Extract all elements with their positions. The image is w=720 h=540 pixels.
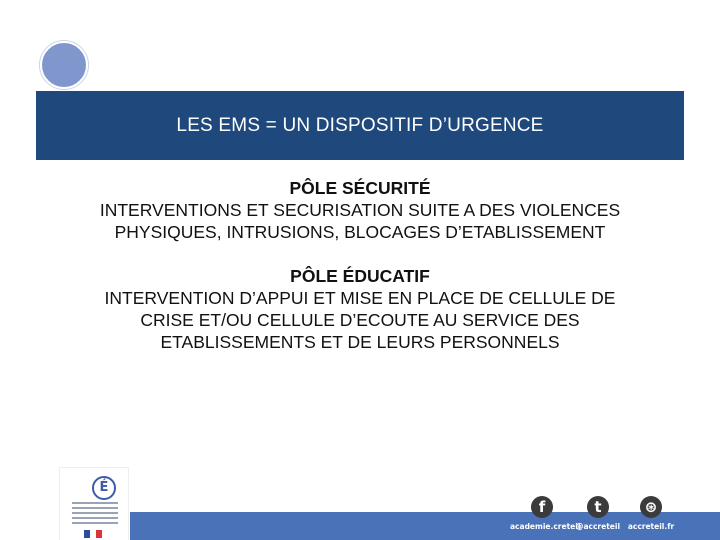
social-label: academie.creteil	[510, 522, 581, 531]
twitter-icon: t	[587, 496, 609, 518]
section-securite	[30, 177, 690, 243]
social-facebook[interactable]	[510, 496, 581, 531]
section-educatif	[30, 265, 690, 353]
section-line: INTERVENTIONS ET SECURISATION SUITE A DES VIOLENCES	[99, 200, 621, 220]
slide-title: LES EMS = UN DISPOSITIF D’URGENCE	[176, 114, 544, 136]
section-heading: PÔLE ÉDUCATIF	[290, 266, 430, 286]
social-label: accreteil.fr	[627, 522, 675, 531]
academie-logo	[60, 468, 128, 540]
title-bar	[36, 91, 684, 160]
section-line: INTERVENTION D’APPUI ET MISE EN PLACE DE CELLULE DE	[104, 288, 616, 308]
dribbble-icon: ⊛	[640, 496, 662, 518]
social-website[interactable]	[619, 496, 683, 531]
logo-text-lines	[72, 502, 118, 527]
section-line: PHYSIQUES, INTRUSIONS, BLOCAGES D’ETABLISSEMENT	[114, 222, 606, 242]
section-line: CRISE ET/OU CELLULE D’ECOUTE AU SERVICE DES	[140, 310, 580, 330]
social-label: @accreteil	[575, 522, 621, 531]
decorative-circle	[40, 41, 88, 89]
slide-content	[30, 177, 690, 375]
section-heading: PÔLE SÉCURITÉ	[289, 178, 431, 198]
french-flag-icon	[84, 530, 102, 538]
section-line: ETABLISSEMENTS ET DE LEURS PERSONNELS	[160, 332, 560, 352]
facebook-icon: f	[531, 496, 553, 518]
logo-e-icon: É	[92, 476, 116, 500]
